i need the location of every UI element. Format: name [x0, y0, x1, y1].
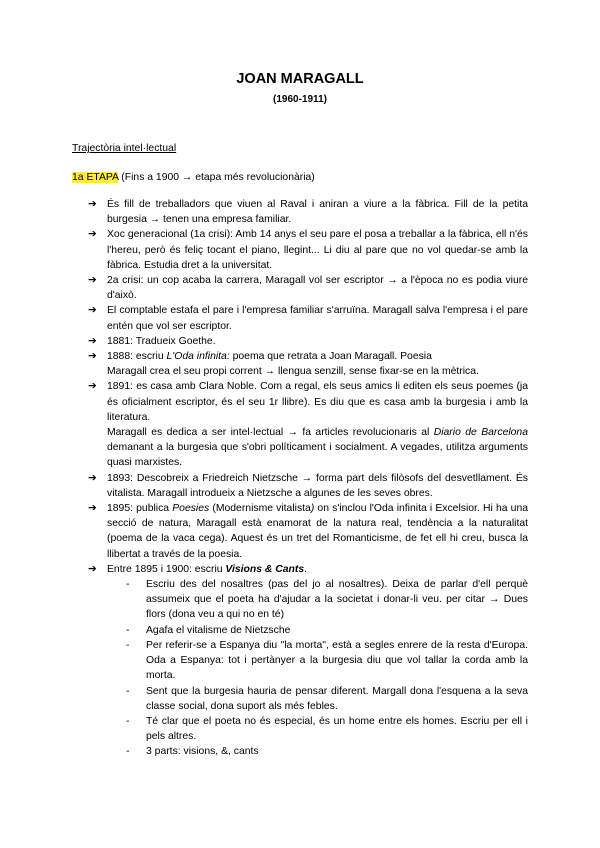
item-text: Maragall es dedica a ser intel·lectual → fa articles revolucionaris al: [107, 427, 434, 439]
item-text: ): [310, 503, 315, 515]
sub-item-text: Per referir-se a Espanya diu "la morta", està a segles enrere de la resta d'Europa. Oda a Espanya: tot i pertànyer a la burgesia diu que vol tallar la corda amb la morta.: [146, 639, 528, 682]
item-text: 1881: Tradueix Goethe.: [107, 335, 216, 347]
dash-bullet-icon: -: [126, 746, 130, 758]
sub-list-item: [107, 577, 528, 623]
sub-list: [107, 577, 528, 759]
sub-item-text: 3 parts: visions, &, cants: [146, 746, 259, 758]
item-text: Xoc generacional (1a crisi): Amb 14 anys el seu pare el posa a treballar a la fàbrica, ell n'és l'hereu, però és feliç tocant el piano, llegint... Li diu al pare que no vol quedar-se amb la fàbrica. Estudia dret a la universitat.: [107, 229, 528, 271]
newspaper-title: Diario de Barcelona: [433, 427, 528, 439]
arrow-bullet-icon: ➔: [88, 199, 97, 210]
list-item: [88, 562, 528, 760]
sub-item-text: Agafa el vitalisme de Nietzsche: [146, 624, 291, 636]
sub-item-text: Té clar que el poeta no és especial, és un home entre els homes. Escriu per ell i pels altres.: [146, 715, 528, 743]
arrow-bullet-icon: ➔: [88, 503, 97, 515]
arrow-bullet-icon: ➔: [88, 305, 97, 317]
sub-list-item: [107, 744, 528, 759]
document-title: JOAN MARAGALL: [236, 71, 364, 87]
dash-bullet-icon: -: [126, 639, 130, 651]
sub-list-item: [107, 684, 528, 714]
sub-item-text: Sent que la burgesia hauria de pensar diferent. Margall dona l'esquena a la seva classe social, dona suport als més febles.: [146, 685, 528, 712]
item-text: Entre 1895 i 1900: escriu: [107, 563, 226, 575]
item-text: El comptable estafa el pare i l'empresa familiar s'arruïna. Maragall salva l'empresa i el pare entén que vol ser escriptor.: [107, 305, 528, 332]
item-text: 1893: Descobreix a Friedreich Nietzsche → forma part dels filòsofs del desvetllament. És vitalista. Maragall introdueix a Nietzsche a algunes de les seves obres.: [107, 472, 528, 499]
bullet-list: [88, 197, 528, 760]
list-item: [88, 471, 528, 501]
dash-bullet-icon: -: [126, 624, 130, 636]
item-text: Maragall crea el seu propi corrent → llengua senzill, sense fixar-se en la mètrica.: [107, 366, 479, 378]
item-text: 1895: publica: [107, 503, 173, 515]
item-text: 2a crisi: un cop acaba la carrera, Maragall vol ser escriptor → a l'època no es podia viure d'això.: [107, 275, 528, 302]
sub-list-item: [107, 623, 528, 638]
list-item: [88, 501, 528, 562]
arrow-bullet-icon: ➔: [88, 275, 97, 287]
arrow-bullet-icon: ➔: [88, 335, 97, 347]
item-text: .: [304, 563, 308, 575]
list-item: [88, 349, 528, 379]
dash-bullet-icon: -: [126, 715, 130, 727]
sub-list-item: [107, 638, 528, 684]
item-text: És fill de treballadors que viuen al Raval i aniran a viure a la fàbrica. Fill de la petita burgesia → tenen una empresa familiar.: [107, 199, 528, 226]
item-text: demanant a la burgesia que s'obri políticament i socialment. A vegades, utilitza arguments quasi marxistes.: [107, 442, 528, 469]
arrow-bullet-icon: ➔: [88, 472, 97, 484]
work-title: Visions & Cants: [225, 563, 305, 575]
item-text: on s'inclou l'Oda infinita i Excelsior. Hi ha una secció de natura, Maragall està enamorat de la natura real, tendència a la naturalitat (poema de la vaca cega). Aquest és un tret del Romanticisme, de fet ell hi creu, busca la llibertat a través de la poesia.: [107, 503, 528, 560]
author-dates: (1960-1911): [273, 94, 327, 105]
sub-item-text: Escriu des del nosaltres (pas del jo al nosaltres). Deixa de parlar d'ell perquè assumeix que el poeta ha d'ajudar a la societat i donar-li veu. per citar → Dues flors (dona veu a qui no en té): [146, 579, 528, 621]
dash-bullet-icon: -: [126, 685, 130, 697]
list-item: [88, 379, 528, 470]
section-heading: Trajectòria intel·lectual: [72, 143, 177, 154]
item-text: 1888: escriu: [107, 351, 167, 363]
arrow-bullet-icon: ➔: [88, 351, 97, 363]
work-title: Poesies: [172, 503, 210, 515]
list-item: [88, 303, 528, 333]
list-item: [88, 227, 528, 273]
item-text: (Modernisme vitalista: [209, 503, 311, 515]
dash-bullet-icon: -: [126, 579, 130, 591]
item-text: 1891: es casa amb Clara Noble. Com a regal, els seus amics li editen els seus poemes (ja és oficialment escriptor, és el seu 1r llibre). Es diu que es casa amb la burgesia i amb la literatura.: [107, 381, 528, 423]
list-item: [88, 273, 528, 303]
list-item: [88, 334, 528, 349]
arrow-bullet-icon: ➔: [88, 229, 97, 241]
arrow-bullet-icon: ➔: [88, 381, 97, 393]
work-title: L'Oda infinita:: [166, 351, 230, 363]
sub-list-item: [107, 714, 528, 744]
stage-label-highlight: 1a ETAPA: [72, 172, 119, 183]
item-text: poema que retrata a Joan Maragall. Poesia: [229, 351, 432, 363]
stage-heading: [72, 170, 315, 185]
stage-description: (Fins a 1900 → etapa més revolucionària): [118, 172, 315, 183]
list-item: [88, 197, 528, 227]
arrow-bullet-icon: ➔: [88, 563, 97, 575]
